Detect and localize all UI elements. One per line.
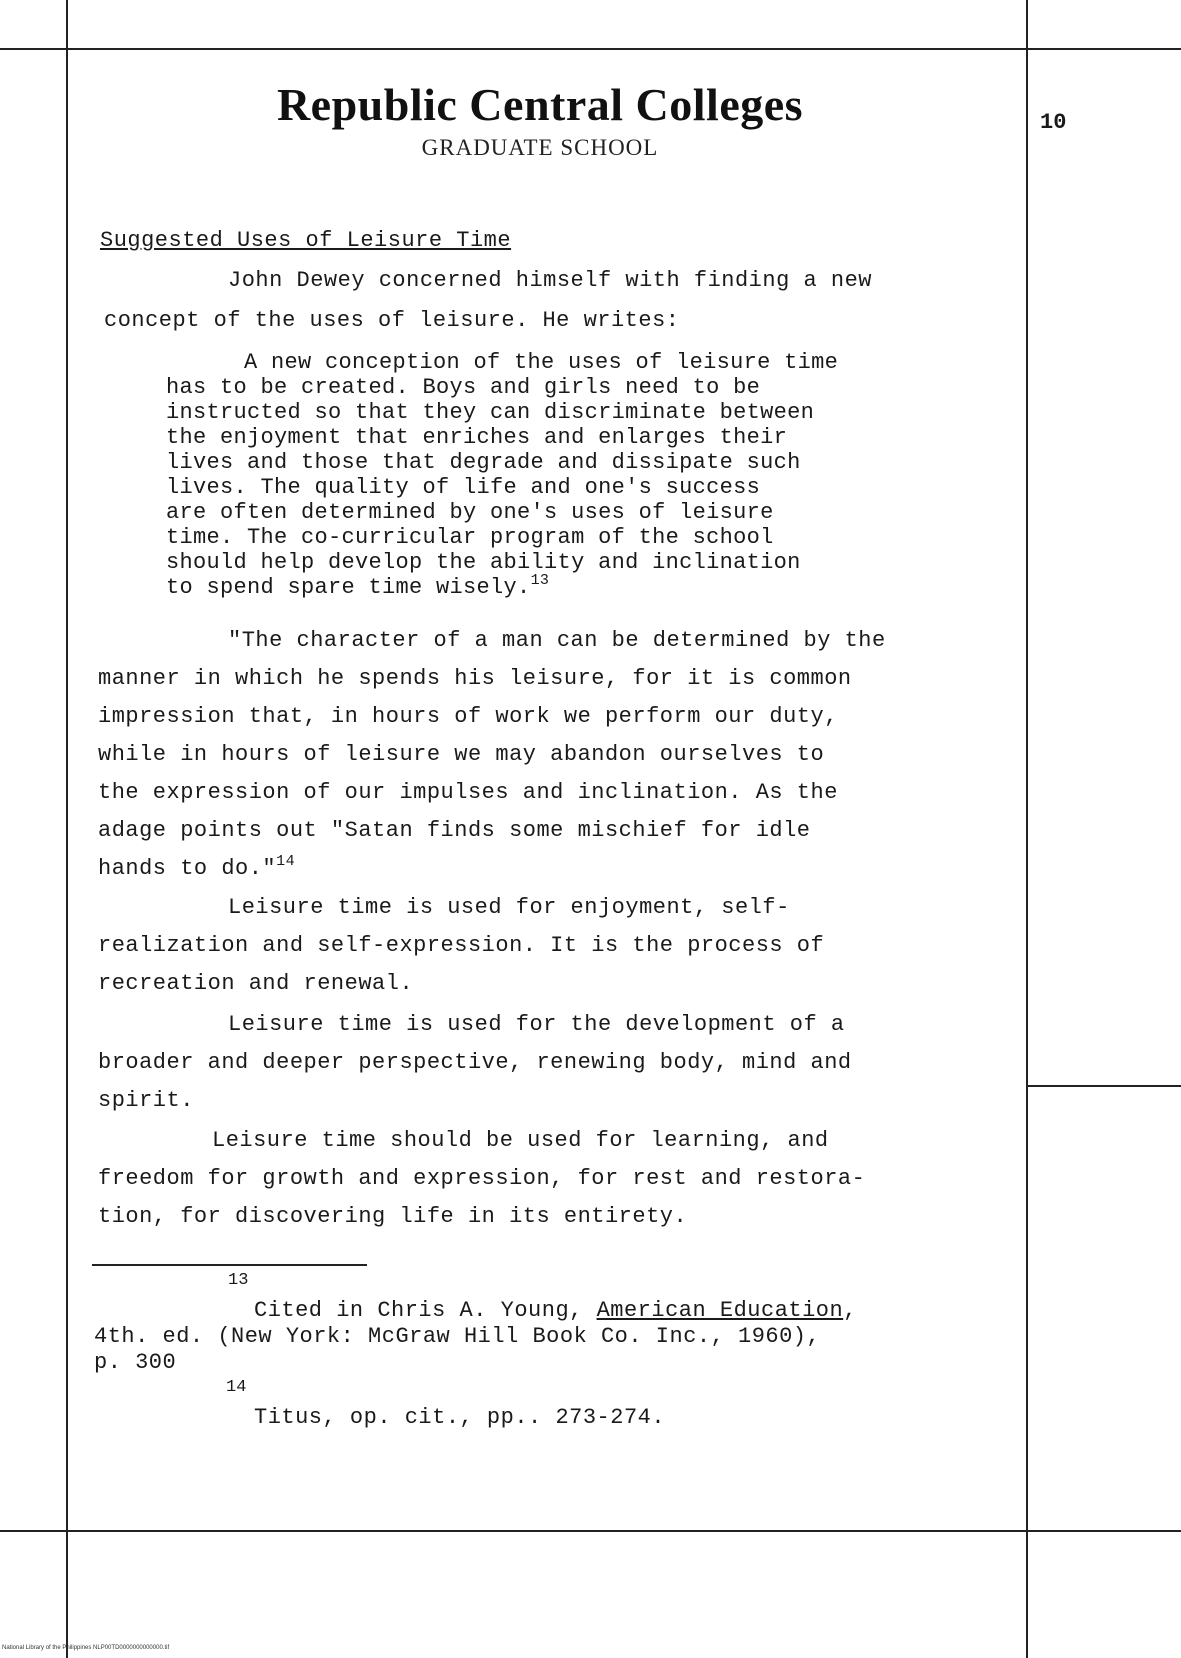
text-line: "The character of a man can be determined by the	[228, 628, 886, 653]
quote-line: lives and those that degrade and dissipate such	[166, 450, 801, 475]
footnote-text: Cited in Chris A. Young,	[254, 1298, 597, 1323]
top-rule	[0, 48, 1181, 50]
right-margin-rule	[1026, 0, 1028, 1658]
footnote-line: Titus, op. cit., pp.. 273-274.	[254, 1405, 666, 1430]
quote-line: A new conception of the uses of leisure time	[244, 350, 839, 375]
quote-line: the enjoyment that enriches and enlarges their	[166, 425, 788, 450]
quote-line: has to be created. Boys and girls need to be	[166, 375, 761, 400]
section-heading: Suggested Uses of Leisure Time	[100, 228, 512, 253]
footnote-line: p. 300	[94, 1350, 177, 1375]
text-line: tion, for discovering life in its entirety.	[98, 1204, 688, 1229]
text-line: Leisure time is used for enjoyment, self-	[228, 895, 790, 920]
text-line: John Dewey concerned himself with finding a new	[228, 268, 873, 293]
footnote-line: 4th. ed. (New York: McGraw Hill Book Co. Inc., 1960),	[94, 1324, 821, 1349]
text-line: spirit.	[98, 1088, 194, 1113]
text-line: impression that, in hours of work we perform our duty,	[98, 704, 838, 729]
quote-last-text: to spend spare time wisely.	[166, 575, 531, 600]
left-margin-rule	[66, 0, 68, 1658]
footnote-ref-13: 13	[530, 572, 550, 589]
text-line: realization and self-expression. It is the process of	[98, 933, 825, 958]
footnote-separator	[92, 1264, 367, 1266]
school-name: GRADUATE SCHOOL	[421, 135, 659, 160]
text-line: Leisure time is used for the development of a	[228, 1012, 845, 1037]
footnote-title: American Education	[596, 1298, 844, 1323]
quote-line	[166, 572, 550, 600]
right-side-rule	[1026, 1085, 1181, 1087]
text-line: concept of the uses of leisure. He writes:	[104, 308, 680, 333]
footnote-number: 13	[228, 1271, 249, 1290]
institution-name: Republic Central Colleges	[276, 79, 804, 130]
text-line: the expression of our impulses and inclination. As the	[98, 780, 838, 805]
text-line: while in hours of leisure we may abandon ourselves to	[98, 742, 825, 767]
text-line	[98, 853, 296, 881]
text-line: freedom for growth and expression, for rest and restora-	[98, 1166, 866, 1191]
footnote-line	[254, 1298, 857, 1323]
text-line: Leisure time should be used for learning, and	[212, 1128, 829, 1153]
quote-line: are often determined by one's uses of leisure	[166, 500, 774, 525]
text-line: manner in which he spends his leisure, for it is common	[98, 666, 852, 691]
footnote-number: 14	[226, 1378, 247, 1397]
para2-last-text: hands to do."	[98, 856, 277, 881]
quote-line: should help develop the ability and inclination	[166, 550, 801, 575]
quote-line: time. The co-curricular program of the school	[166, 525, 774, 550]
scan-stamp: National Library of the Philippines NLP00TD0000000000000.tif	[2, 1645, 170, 1651]
footnote-text: ,	[843, 1298, 857, 1323]
quote-line: lives. The quality of life and one's success	[166, 475, 761, 500]
footnote-ref-14: 14	[276, 853, 296, 870]
text-line: broader and deeper perspective, renewing body, mind and	[98, 1050, 852, 1075]
page-number: 10	[1040, 110, 1067, 135]
text-line: recreation and renewal.	[98, 971, 414, 996]
quote-line: instructed so that they can discriminate between	[166, 400, 815, 425]
text-line: adage points out "Satan finds some mischief for idle	[98, 818, 811, 843]
bottom-rule	[0, 1530, 1181, 1532]
